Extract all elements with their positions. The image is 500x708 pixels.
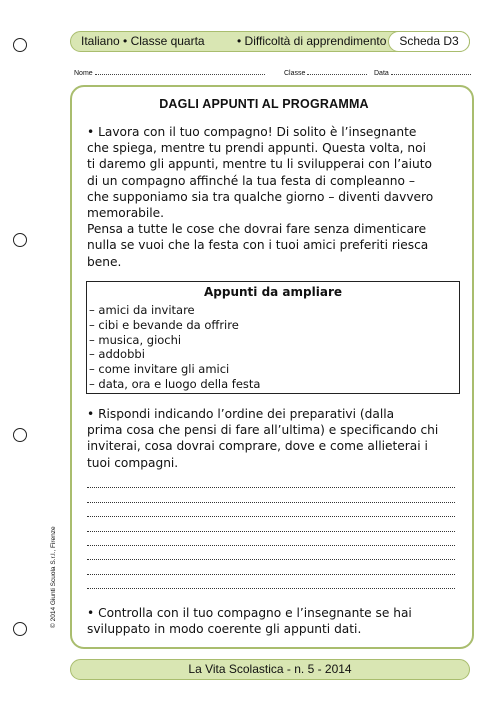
intro-line: ti daremo gli appunti, mentre tu li svilupperai con l’aiuto (87, 157, 432, 172)
date-field[interactable] (374, 67, 471, 77)
class-field[interactable] (284, 67, 367, 77)
intro-line: bene. (87, 254, 122, 269)
task-instructions (87, 406, 462, 471)
date-label: Data (374, 70, 389, 77)
answer-line[interactable] (87, 560, 455, 574)
intro-line: che spiega, mentre tu prendi appunti. Questa volta, noi (87, 141, 426, 156)
answer-line[interactable] (87, 532, 455, 546)
list-item: – data, ora e luogo della festa (89, 376, 261, 391)
notes-heading: Appunti da ampliare (203, 285, 343, 299)
name-label: Nome (74, 70, 93, 77)
answer-line[interactable] (87, 575, 455, 589)
task-line: • Rispondi indicando l’ordine dei preparativi (dalla (87, 407, 395, 421)
answer-line[interactable] (87, 488, 455, 502)
check-line: • Controlla con il tuo compagno e l’insegnante se hai (87, 606, 412, 620)
header-bar (70, 31, 470, 52)
name-field[interactable] (74, 67, 265, 77)
task-line: inviterai, cosa dovrai comprare, dove e come allieterai i (87, 439, 428, 454)
list-item: – cibi e bevande da offrire (89, 317, 239, 332)
page-title: DAGLI APPUNTI AL PROGRAMMA (159, 97, 369, 111)
intro-line: che supponiamo sia tra qualche giorno – diventi davvero (87, 189, 434, 204)
list-item: – come invitare gli amici (89, 362, 230, 377)
binder-hole (13, 38, 27, 52)
intro-line: memorabile. (87, 206, 165, 221)
check-instructions (87, 605, 462, 637)
answer-line[interactable] (87, 546, 455, 560)
footer-bar: La Vita Scolastica - n. 5 - 2014 (70, 659, 470, 680)
answer-line[interactable] (87, 517, 455, 531)
sheet-badge: Scheda D3 (388, 31, 470, 52)
list-item: – addobbi (89, 347, 145, 362)
task-line: tuoi compagni. (87, 455, 179, 470)
answer-line[interactable] (87, 474, 455, 488)
answer-lines[interactable] (87, 474, 455, 589)
intro-line: • Lavora con il tuo compagno! Di solito è l’insegnante (87, 125, 417, 139)
difficulty-label: • Difficoltà di apprendimento (237, 34, 387, 48)
subject-label: Italiano • Classe quarta (81, 34, 205, 48)
list-item: – musica, giochi (89, 332, 182, 347)
task-line: prima cosa che pensi di fare all’ultima) e specificando chi (87, 423, 439, 438)
list-item: – amici da invitare (89, 303, 195, 317)
intro-line: Pensa a tutte le cose che dovrai fare senza dimenticare (87, 222, 427, 237)
answer-line[interactable] (87, 503, 455, 517)
copyright-notice: © 2014 Giunti Scuola S.r.l., Firenze (50, 526, 57, 628)
binder-hole (13, 622, 27, 636)
intro-paragraph (87, 124, 462, 270)
check-line: sviluppato in modo coerente gli appunti dati. (87, 622, 362, 637)
class-label: Classe (284, 70, 306, 77)
notes-box (86, 281, 460, 394)
intro-line: di un compagno affinché la tua festa di compleanno – (87, 173, 415, 188)
binder-hole (13, 233, 27, 247)
intro-line: nulla se vuoi che la festa con i tuoi amici preferiti riesca (87, 238, 429, 253)
binder-hole (13, 428, 27, 442)
